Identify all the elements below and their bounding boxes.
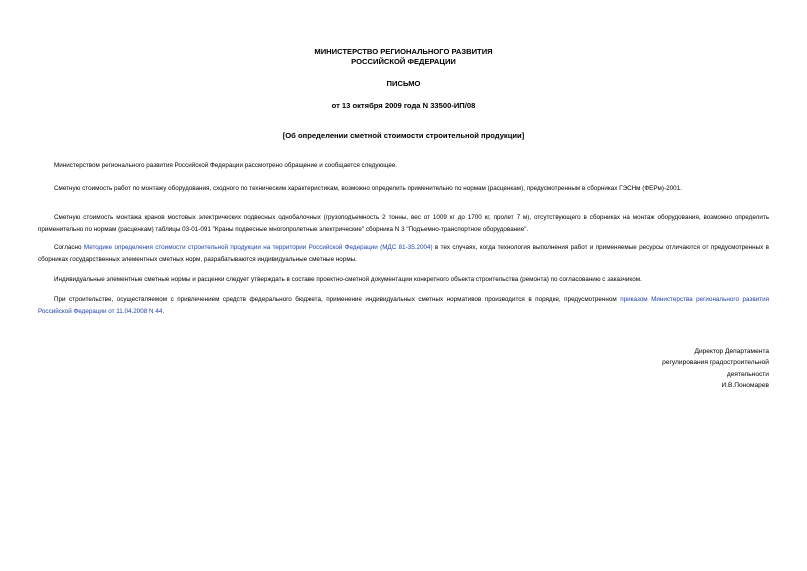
paragraph-1 <box>38 160 769 172</box>
signature-department: регулирования градостроительной <box>662 359 769 367</box>
document-date-number: от 13 октября 2009 года N 33500-ИП/08 <box>331 101 476 110</box>
paragraph-2 <box>38 183 769 195</box>
signature-position: Директор Департамента <box>694 348 769 355</box>
methodology-link[interactable]: Методике определения стоимости строительной продукции на территории Российской Федерации (МДС 81-35.2004) <box>83 244 433 251</box>
paragraph-6 <box>38 294 769 317</box>
signature-name: И.В.Пономарев <box>721 381 769 389</box>
paragraph-4-text-after: в тех случаях, когда технология выполнения работ и применяемые ресурсы отличаются от предусмотренных в сборниках государственных элементных сметных норм, разрабатываются индивидуальные сметные нормы. <box>38 244 769 263</box>
paragraph-6-text-before: При строительстве, осуществляемом с привлечением средств федерального бюджета, применение индивидуальных сметных нормативов производится в порядке, предусмотренном <box>54 296 621 303</box>
paragraph-2-text: Сметную стоимость работ по монтажу оборудования, сходного по техническим характеристикам, возможно определить применительно по нормам (расценкам), предусмотренным в сборниках ГЭСНм (ФЕРм)-2001. <box>54 185 682 192</box>
signature-block <box>569 346 769 391</box>
ministry-title-line1: МИНИСТЕРСТВО РЕГИОНАЛЬНОГО РАЗВИТИЯ <box>314 47 493 56</box>
document-subject: [Об определении сметной стоимости строительной продукции] <box>282 131 525 140</box>
signature-department-cont: деятельности <box>726 370 769 378</box>
document-type: ПИСЬМО <box>386 79 421 88</box>
paragraph-3-text: Сметную стоимость монтажа кранов мостовых электрических подвесных однобалочных (грузоподъемность 2 тонны, вес от 1009 кг до 1700 кг, пролет 7 м), отсутствующего в сборниках на монтаж оборудования, возможно определить применительно по нормам (расценкам) таблицы 03-01-091 "Краны подвесные многопролетные электрические" сборника N 3 "Подъемно-транспортное оборудование". <box>38 214 769 233</box>
paragraph-3 <box>38 212 769 235</box>
paragraph-4-text-before: Согласно <box>54 244 84 251</box>
paragraph-5-text: Индивидуальные элементные сметные нормы и расценки следует утверждать в составе проектно-сметной документации конкретного объекта строительства (ремонта) по согласованию с заказчиком. <box>54 276 642 283</box>
paragraph-1-text: Министерством регионального развития Российской Федерации рассмотрено обращение и сообщается следующее. <box>54 162 398 169</box>
ministry-order-link[interactable]: приказом Министерства регионального развития Российской Федерации от 11.04.2008 N 44 <box>38 296 769 315</box>
ministry-title-line2: РОССИЙСКОЙ ФЕДЕРАЦИИ <box>351 57 456 66</box>
paragraph-5 <box>38 274 769 286</box>
paragraph-6-text-after: . <box>162 307 165 315</box>
paragraph-4 <box>38 242 769 265</box>
